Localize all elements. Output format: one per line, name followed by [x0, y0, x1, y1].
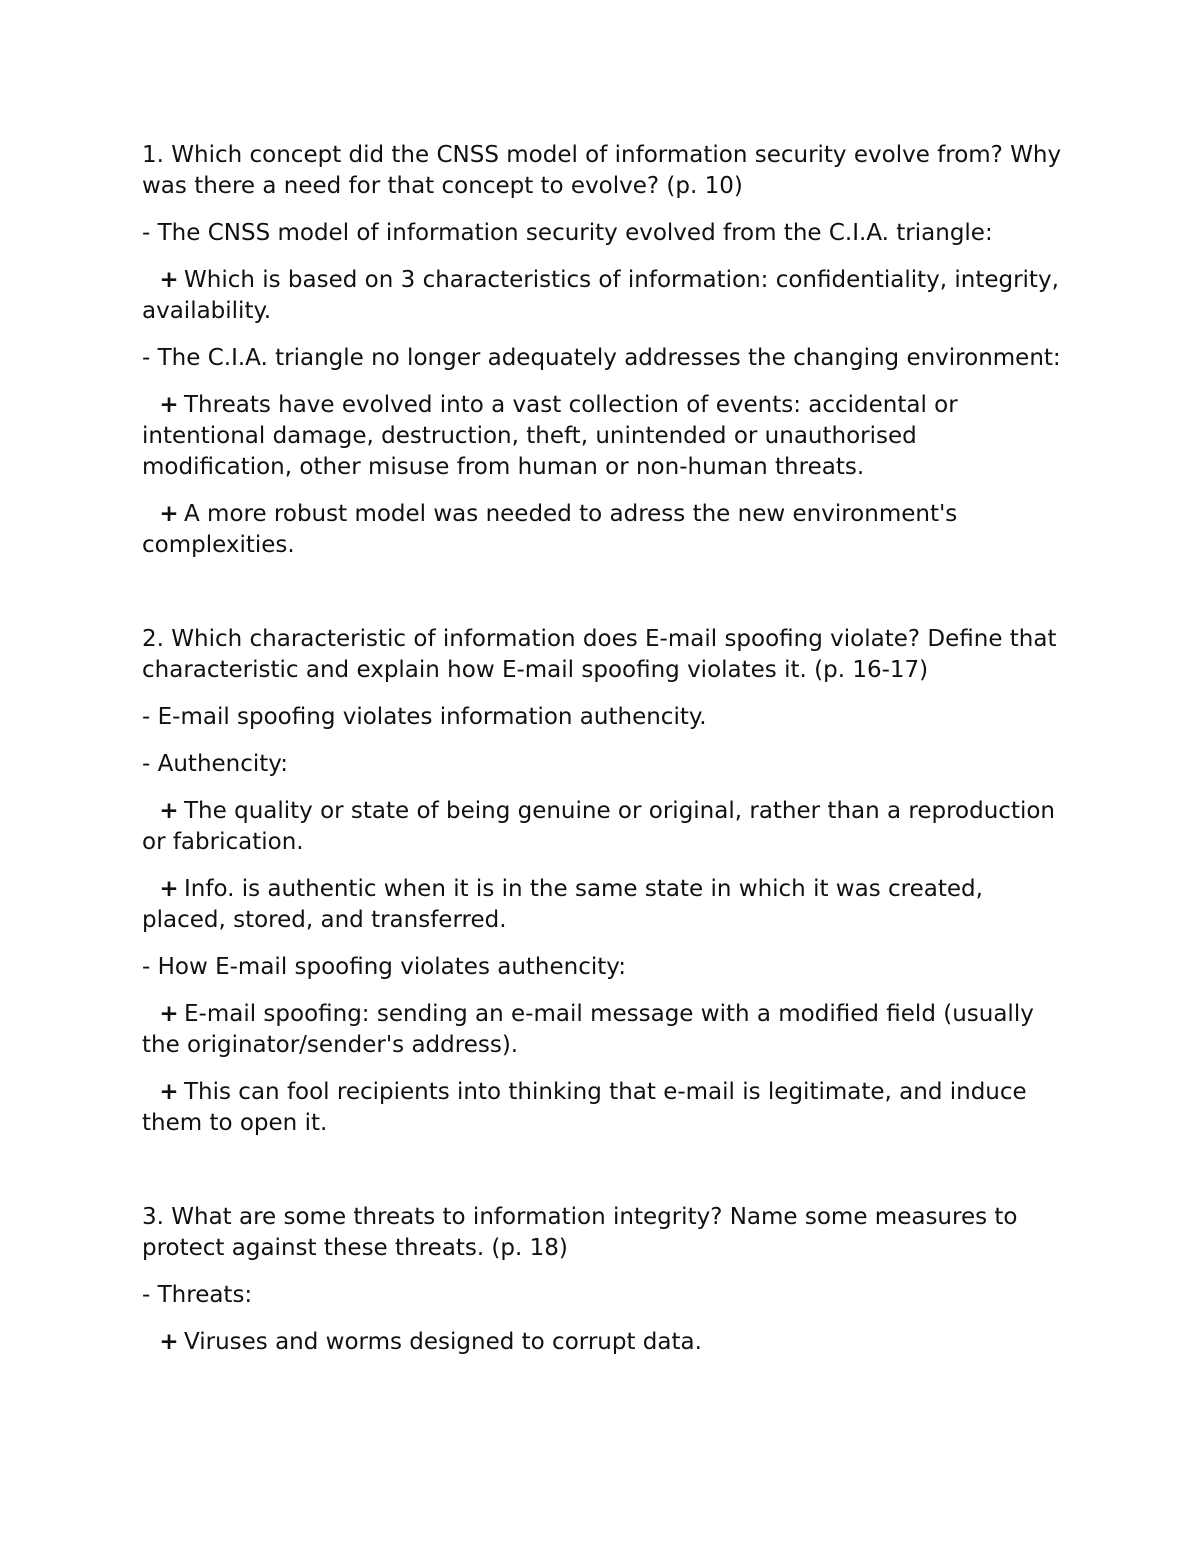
question-2: 2. Which characteristic of information does E-mail spoofing violate? Define that characteristic and explain how E-mail spoofing violates it. (p. 16-17): [142, 626, 1057, 683]
answer-line: - The C.I.A. triangle no longer adequately addresses the changing environment:: [142, 345, 1061, 371]
document-page: [142, 140, 1072, 1374]
bullet-item: [142, 999, 1072, 1061]
bullet-item: [142, 390, 1072, 483]
answer-line: - The CNSS model of information security evolved from the C.I.A. triangle:: [142, 220, 993, 246]
answer-line: - E-mail spoofing violates information authencity.: [142, 704, 707, 730]
bullet-item: [142, 796, 1072, 858]
answer-line: - How E-mail spoofing violates authencity:: [142, 954, 626, 980]
section-1: [142, 140, 1072, 561]
bullet-item: [142, 499, 1072, 561]
section-2: [142, 624, 1072, 1139]
plus-bullet-icon: +: [159, 798, 179, 824]
question-1: 1. Which concept did the CNSS model of information security evolve from? Why was there a need for that concept to evolve? (p. 10): [142, 142, 1062, 199]
bullet-text: E-mail spoofing: sending an e-mail message with a modified field (usually the originator/sender's address).: [142, 1001, 1034, 1058]
plus-bullet-icon: +: [159, 1329, 179, 1355]
bullet-text: Info. is authentic when it is in the same state in which it was created, placed, stored, and transferred.: [142, 876, 983, 933]
answer-line: - Threats:: [142, 1282, 253, 1308]
bullet-text: The quality or state of being genuine or original, rather than a reproduction or fabrication.: [142, 798, 1056, 855]
plus-bullet-icon: +: [159, 1079, 179, 1105]
plus-bullet-icon: +: [159, 267, 179, 293]
plus-bullet-icon: +: [159, 501, 179, 527]
section-3: [142, 1202, 1072, 1358]
question-3: 3. What are some threats to information integrity? Name some measures to protect against these threats. (p. 18): [142, 1204, 1018, 1261]
section-spacer: [142, 1155, 1072, 1202]
plus-bullet-icon: +: [159, 392, 179, 418]
plus-bullet-icon: +: [159, 876, 179, 902]
section-spacer: [142, 577, 1072, 624]
bullet-text: Which is based on 3 characteristics of information: confidentiality, integrity, availability.: [142, 267, 1059, 324]
bullet-text: Viruses and worms designed to corrupt data.: [184, 1329, 702, 1355]
answer-line: - Authencity:: [142, 751, 288, 777]
bullet-item: [142, 265, 1072, 327]
bullet-text: Threats have evolved into a vast collection of events: accidental or intentional damage, destruction, theft, unintended or unauthorised modification, other misuse from human or non-human threats.: [142, 392, 958, 480]
bullet-item: [142, 874, 1072, 936]
bullet-item: [142, 1077, 1072, 1139]
plus-bullet-icon: +: [159, 1001, 179, 1027]
bullet-text: This can fool recipients into thinking that e-mail is legitimate, and induce them to open it.: [142, 1079, 1027, 1136]
bullet-item: [142, 1327, 1072, 1358]
bullet-text: A more robust model was needed to adress the new environment's complexities.: [142, 501, 958, 558]
